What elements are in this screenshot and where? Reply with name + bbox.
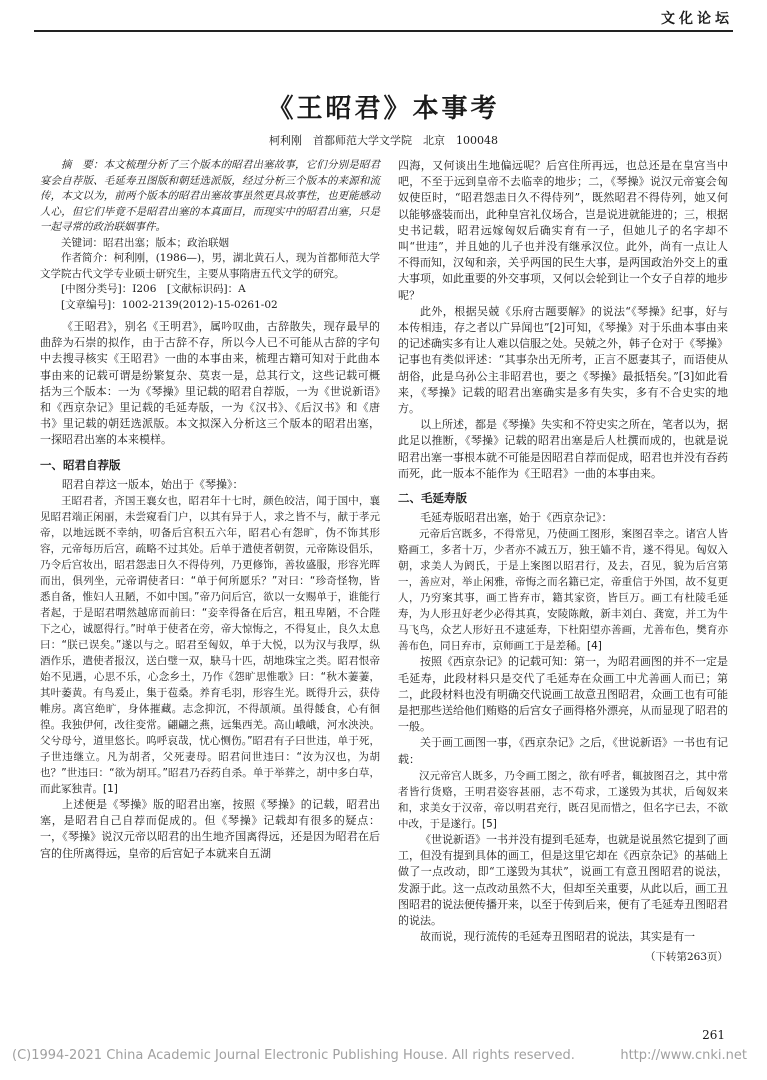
paragraph: 上述便是《琴操》版的昭君出塞，按照《琴操》的记载，昭君出塞，是昭君自己自荐而促成的。但《琴操》记载却有很多的疑点：一，《琴操》说汉元帝以昭君的出生地齐国离得远，还是因为昭君在后宫的住所离得远，皇帝的后宫妃子本就来自五湖 — [40, 798, 380, 860]
section-label: 文化论坛 — [661, 11, 733, 27]
intro-paragraph: 《王昭君》，别名《王明君》，属吟叹曲，古辞散失，现存最早的曲辞为石崇的拟作，由于古辞不存，所以今人已不可能从古辞的字句中去搜寻核实《王昭君》一曲的本事由来，梳理古籍可知对于此曲本事由来的记载可谓是纷繁复杂、莫衷一是，总其行文，这些记载可概括为三个版本：一为《琴操》里记载的昭君自荐版，一为《世说新语》和《西京杂记》里记载的毛延寿版，一为《汉书》、《后汉书》和《唐书》里记载的朝廷选派版。本文拟深入分析这三个版本的昭君出塞，一探昭君出塞的本来模样。 — [40, 320, 380, 447]
block-quote — [398, 768, 728, 832]
footer-url: http://www.cnki.net — [620, 1048, 747, 1063]
paragraph: 按照《西京杂记》的记载可知：第一，为昭君画图的并不一定是毛延寿，此段材料只是交代了毛延寿在众画工中尤善画人而已；第二，此段材料也没有明确交代说画工故意丑图昭君，众画工也有可能是把那些送给他们贿赂的后宫女子画得格外漂亮，从而显现了昭君的一般。 — [398, 655, 728, 734]
author-intro: 作者简介：柯利刚，(1986—)，男，湖北黄石人，现为首都师范大学文学院古代文学专业硕士研究生，主要从事隋唐五代文学的研究。 — [40, 252, 380, 280]
author-line: 柯利刚 首都师范大学文学院 北京 100048 — [269, 134, 498, 147]
page-number: 261 — [702, 1028, 725, 1042]
block-quote — [40, 493, 380, 797]
section-heading-2: 二、毛延寿版 — [398, 491, 467, 506]
quote-paragraph: 汉元帝宫人既多，乃令画工图之，欲有呼者，辄披图召之，其中常者皆行货赂，王明君姿容甚丽，志不苟求，工遂毁为其状，后匈奴来和，求美女于汉帝，帝以明君充行，既召见而惜之，但名字已去，不欲中改，于是遂行。[5] — [398, 769, 728, 830]
paragraph: 昭君自荐这一版本，始出于《琴操》： — [62, 477, 244, 491]
abstract: 摘 要：本文梳理分析了三个版本的昭君出塞故事，它们分别是昭君宴会自荐版、毛延寿丑图版和朝廷选派版，经过分析三个版本的来源和流传，本文以为，前两个版本的昭君出塞故事虽然更具故事性，也更能感动人心，但它们毕竟不是昭君出塞的本真面目，而现实中的昭君出塞，只是一起寻常的政治联姻事件。 — [40, 159, 380, 233]
left-column — [40, 158, 380, 862]
paragraph: 故而说，现行流传的毛延寿丑图昭君的说法，其实是有一 — [420, 930, 695, 944]
paragraph: 此外，根据吴兢《乐府古题要解》的说法“《琴操》纪事，好与本传相违，存之者以广异闻也”[2]可知，《琴操》对于乐曲本事由来的记述确实多有让人难以信服之处。吴兢之外，韩子仓对于《琴操》记事也有类似评述：“其事杂出无所考，正言不愿妻其子，而语使从胡俗，此是乌孙公主非昭君也，要之《琴操》最抵牾矣。”[3]如此看来，《琴操》记载的昭君出塞确实是多有失实，多有不合史实的地方。 — [398, 304, 728, 416]
clc-number: [中图分类号]：I206 [文献标识码]：A — [61, 283, 246, 295]
paragraph: 毛延寿版昭君出塞，始于《西京杂记》： — [420, 511, 613, 525]
quote-paragraph: 王昭君者，齐国王襄女也，昭君年十七时，颜色皎洁，闻于国中，襄见昭君端正闲丽，未尝窥看门户，以其有异于人，求之皆不与，献于孝元帝，以地远既不幸纳，叨备后宫积五六年，昭君心有怨旷，伪不饰其形容，元帝每历后宫，疏略不过其处。后单于遣使者朝贺，元帝陈设倡乐，乃令后宫妆出，昭君怨恚日久不得侍列，乃更修饰，善妆盛服，形容光晖而出，俱列坐，元帝谓使者曰：“单于何所愿乐？”对曰：“珍奇怪物，皆悉自备，惟妇人丑陋，不如中国。”帝乃问后宫，欲以一女赐单于，谁能行者起，于是昭君喟然越席而前曰：“妾幸得备在后宫，粗丑卑陋，不合陛下之心，诚愿得行。”时单于使者在旁，帝大惊悔之，不得复止，良久太息曰：“朕已误矣。”遂以与之。昭君至匈奴，单于大悦，以为汉与我厚，纵酒作乐，遣使者报汉，送白璧一双，駃马十匹，胡地珠宝之类。昭君恨帝始不见遇，心思不乐，心念乡土，乃作《怨旷思惟歌》曰：“秋木萋萋，其叶萎黄。有鸟爰止，集于苞桑。养育毛羽，形容生光。既得升云，获侍帷房。离宫绝旷，身体摧藏。志念抑沉，不得颉颃。虽得餧食，心有徊徨。我独伊何，改往变常。翩翩之燕，远集西羌。高山峨峨，河水泱泱。父兮母兮，道里悠长。呜呼哀哉，忧心恻伤。”昭君有子曰世违，单于死，子世违继立。凡为胡者，父死妻母。昭君问世违曰：“汝为汉也，为胡也？”世违曰：“欲为胡耳。”昭君乃吞药自杀。单于举葬之，胡中多白草，而此冢独青。[1] — [40, 495, 380, 796]
copyright-footer: (C)1994-2021 China Academic Journal Electronic Publishing House. All rights reserved. — [12, 1048, 575, 1063]
paragraph: 关于画工画图一事，《西京杂记》之后，《世说新语》一书也有记载： — [398, 736, 728, 766]
article-id: [文章编号]：1002-2139(2012)-15-0261-02 — [61, 298, 278, 311]
block-quote — [398, 526, 728, 654]
paragraph: 以上所述，都是《琴操》失实和不符史实之所在，笔者以为，据此足以推断，《琴操》记载的昭君出塞是后人杜撰而成的，也就是说昭君出塞一事根本就不可能是因昭君自荐而促成，昭君也并没有吞药而死，此一版本不能作为《王昭君》一曲的本事由来。 — [398, 418, 728, 480]
keywords: 关键词：昭君出塞；版本；政治联姻 — [61, 236, 229, 249]
quote-paragraph: 元帝后宫既多，不得常见，乃使画工图形，案图召幸之。诸宫人皆赂画工，多者十万，少者亦不减五万，独王嫱不肯，遂不得见。匈奴入朝，求美人为阏氏，于是上案图以昭君行，及去，召见，貌为后宫第一，善应对，举止闲雅，帝悔之而名籍已定，帝重信于外国，故不复更人，乃穷案其事，画工皆弃市，籍其家资，皆巨万。画工有杜陵毛延寿，为人形丑好老少必得其真，安陵陈敞，新丰刘白、龚宽，并工为牛马飞鸟，众艺人形好丑不逮延寿，下杜阳望亦善画，尤善布色，樊育亦善布色，同日弃市，京师画工于是差稀。[4] — [398, 528, 728, 653]
right-column — [398, 158, 728, 966]
paragraph: 四海，又何谈出生地偏远呢？后宫住所再远，也总还是在皇宫当中吧，不至于远到皇帝不去临幸的地步；二，《琴操》说汉元帝宴会匈奴使臣时，“昭君怨恚日久不得侍列”，既然昭君不得侍列，她又何以能够盛装而出，此种皇宫礼仪场合，岂是说进就能进的；三，根据史书记载，昭君远嫁匈奴后确实育有一子，但她儿子的名字却不叫“世违”，并且她的儿子也并没有继承汉位。此外，尚有一点让人不得而知，汉匈和亲，关乎两国的民生大事，是两国政治外交上的重大事项，如此重要的外交事项，又何以会轮到让一个女子自荐的地步呢？ — [398, 159, 728, 302]
header-rule — [34, 30, 733, 32]
article-title: 《王昭君》本事考 — [267, 94, 500, 124]
continued-note: （下转第263页） — [644, 951, 728, 964]
section-heading-1: 一、昭君自荐版 — [40, 457, 121, 472]
paragraph: 《世说新语》一书并没有提到毛延寿，也就是说虽然它提到了画工，但没有提到具体的画工，但是这里它却在《西京杂记》的基础上做了一点改动，即“工遂毁为其状”，说画工有意丑图昭君的说法，发源于此。这一点改动虽然不大，但却至关重要，从此以后，画工丑图昭君的说法便传播开来，以至于传到后来，便有了毛延寿丑图昭君的说法。 — [398, 832, 728, 927]
